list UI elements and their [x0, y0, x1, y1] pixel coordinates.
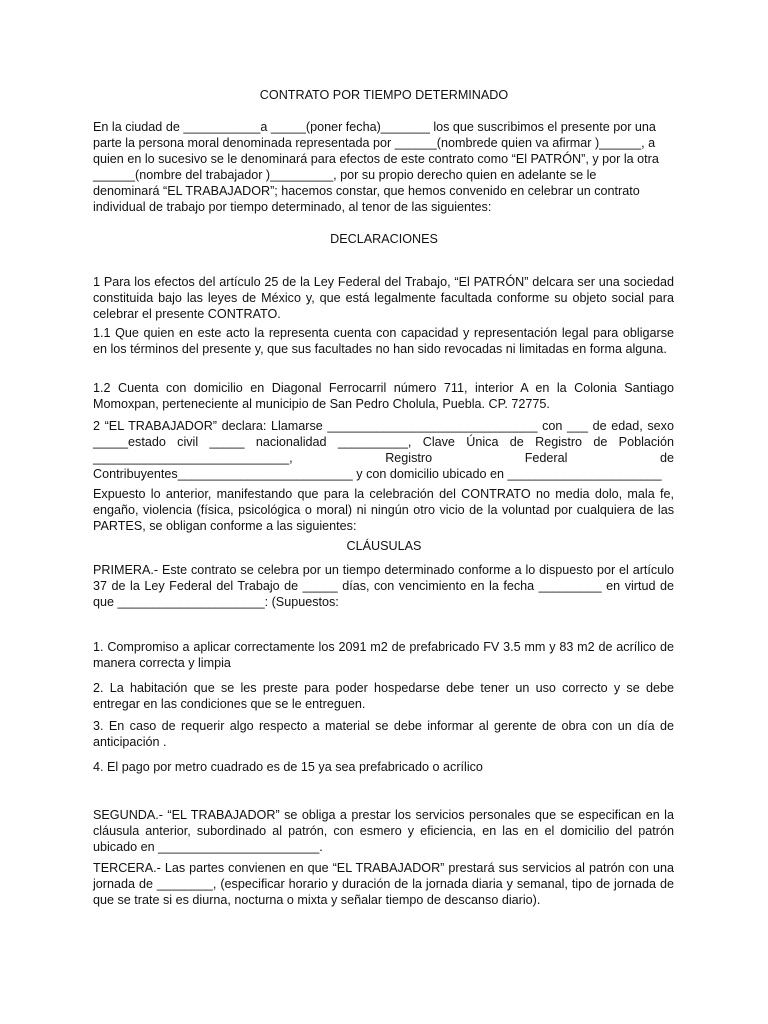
supuesto-item: 1. Compromiso a aplicar correctamente los 2091 m2 de prefabricado FV 3.5 mm y 83 m2 de acrílico de manera correcta y limpia — [93, 640, 674, 670]
document-title: CONTRATO POR TIEMPO DETERMINADO — [259, 88, 509, 102]
declaracion-1-2: 1.2 Cuenta con domicilio en Diagonal Ferrocarril número 711, interior A en la Colonia Santiago Momoxpan, perteneciente al municipio de San Pedro Cholula, Puebla. CP. 72775. — [93, 381, 674, 411]
declaracion-2-line: Contribuyentes_________________________ y con domicilio ubicado en ______________________ — [93, 467, 662, 481]
declaracion-1: 1 Para los efectos del artículo 25 de la Ley Federal del Trabajo, “El PATRÓN” delcara ser una sociedad constituida bajo las leyes de México y, que está legalmente facultada conforme su objeto social para celebrar el presente CONTRATO. — [93, 275, 674, 321]
clausula-tercera: TERCERA.- Las partes convienen en que “EL TRABAJADOR” prestará sus servicios al patrón con una jornada de ________, (especificar horario y duración de la jornada diaria y semanal, tipo de jornada de que se trate si es diurna, nocturna o mixta y señalar tiempo de descanso diario). — [93, 861, 674, 907]
intro-line: parte la persona moral denominada representada por ______(nombrede quien va afirmar )______, a — [93, 136, 656, 150]
intro-line: individual de trabajo por tiempo determinado, al tenor de las siguientes: — [93, 200, 492, 214]
declaracion-1-1: 1.1 Que quien en este acto la representa cuenta con capacidad y representación legal para obligarse en los términos del presente y, que sus facultades no han sido revocadas ni limitadas en forma alguna. — [93, 326, 674, 356]
supuesto-item: 4. El pago por metro cuadrado es de 15 ya sea prefabricado o acrílico — [93, 760, 483, 774]
declaracion-2 — [93, 418, 674, 482]
clausula-primera: PRIMERA.- Este contrato se celebra por un tiempo determinado conforme a lo dispuesto por el artículo 37 de la Ley Federal del Trabajo de _____ días, con vencimiento en la fecha _________ en virtud de que _____________________: (Supuestos: — [93, 563, 674, 609]
intro-paragraph — [93, 119, 674, 215]
declaracion-2-line: ____________________________, Registro Federal de — [93, 451, 674, 465]
intro-line: denominará “EL TRABAJADOR”; hacemos constar, que hemos convenido en celebrar un contrato — [93, 184, 640, 198]
clausula-segunda: SEGUNDA.- “EL TRABAJADOR” se obliga a prestar los servicios personales que se especifican en la cláusula anterior, subordinado al patrón, con esmero y eficiencia, en las en el domicilio del patrón ubicado en _______________________. — [93, 808, 674, 854]
intro-line: ______(nombre del trabajador )_________, por su propio derecho quien en adelante se le — [93, 168, 597, 182]
clausulas-heading: CLÁUSULAS — [346, 539, 422, 553]
supuesto-item: 2. La habitación que se les preste para poder hospedarse debe tener un uso correcto y se debe entregar en las condiciones que se le entreguen. — [93, 681, 674, 711]
declaracion-2-line: 2 “EL TRABAJADOR” declara: Llamarse ______________________________ con ___ de edad, sexo — [93, 419, 674, 433]
supuesto-item: 3. En caso de requerir algo respecto a material se debe informar al gerente de obra con un día de anticipación . — [93, 719, 674, 749]
intro-line: En la ciudad de ___________a _____(poner fecha)_______ los que suscribimos el presente por una — [93, 120, 656, 134]
intro-line: quien en lo sucesivo se le denominará para efectos de este contrato como “El PATRÓN”, y por la otra — [93, 152, 659, 166]
declaracion-2-line: _____estado civil _____ nacionalidad __________, Clave Única de Registro de Población — [93, 435, 674, 449]
expuesto-paragraph: Expuesto lo anterior, manifestando que para la celebración del CONTRATO no media dolo, mala fe, engaño, violencia (física, psicológica o moral) ni ningún otro vicio de la voluntad por cualquiera de las PARTES, se obligan conforme a las siguientes: — [93, 487, 674, 533]
declaraciones-heading: DECLARACIONES — [330, 232, 438, 246]
